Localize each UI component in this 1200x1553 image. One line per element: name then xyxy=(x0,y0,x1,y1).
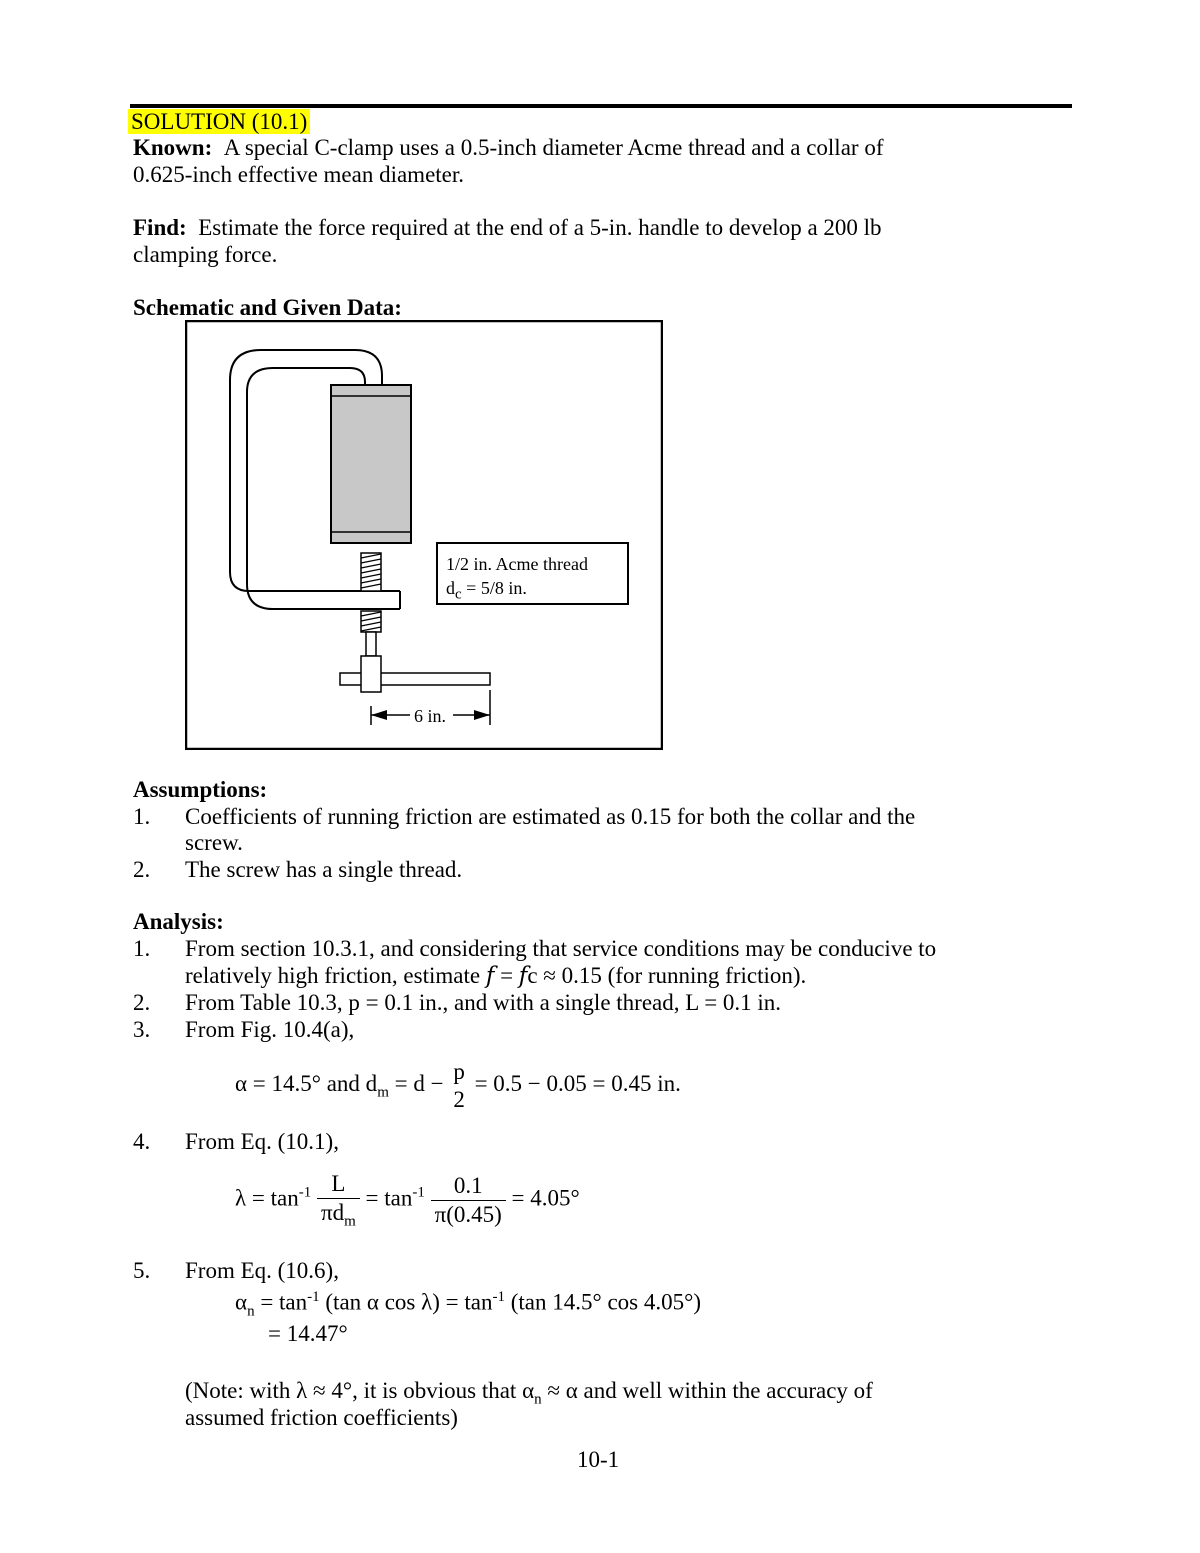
step-4-equation: $\lambda = \tan^{-1}$ $\frac{L}{\pi d_m}$ = $\tan^{-1}$ $\frac{0.1}{\pi(0.45)}$ = 4.05° xyxy=(235,1171,580,1230)
assumption-1-line-1: Coefficients of running friction are estimated as 0.15 for both the collar and the xyxy=(185,804,916,829)
numeric-fraction: $\frac{0.1}{\pi(0.45)}$ xyxy=(431,1172,506,1228)
p-over-2-fraction: p 2 xyxy=(453,1059,465,1112)
handle-hub xyxy=(361,656,381,692)
step-3-equation: α = 14.5° and $d_m = d$ − p 2 = 0.5 − 0.05 = 0.45 in. xyxy=(235,1059,681,1112)
step-4-text: From Eq. (10.1), xyxy=(185,1129,339,1154)
known-line-2: 0.625-inch effective mean diameter. xyxy=(133,162,465,187)
assumption-1-line-2: screw. xyxy=(185,830,243,855)
note-line-1: (Note: with λ ≈ 4°, it is obvious that $\alpha_n \approx \alpha$ and well within the accuracy of xyxy=(185,1378,873,1408)
find-line-1: Find: Estimate the force required at the end of a 5-in. handle to develop a 200 lb xyxy=(133,215,882,240)
step-4-num: 4. xyxy=(133,1129,151,1154)
solution-title: SOLUTION (10.1) xyxy=(128,108,310,136)
c-clamp-diagram xyxy=(185,320,663,750)
known-line-1: Known: A special C-clamp uses a 0.5-inch diameter Acme thread and a collar of xyxy=(133,135,884,160)
page-number: 10-1 xyxy=(577,1447,620,1472)
step-3-text: From Fig. 10.4(a), xyxy=(185,1017,355,1042)
thread-spec-label: 1/2 in. Acme thread $d_c = 5/8$ in. xyxy=(436,542,629,605)
assumption-1-num: 1. xyxy=(133,804,151,829)
clamp-body-block xyxy=(331,385,411,543)
schematic-heading: Schematic and Given Data: xyxy=(133,295,402,320)
step-2-num: 2. xyxy=(133,990,151,1015)
step-3-num: 3. xyxy=(133,1017,151,1042)
known-label: Known: xyxy=(133,135,213,160)
step-1-line-1: From section 10.3.1, and considering that service conditions may be conducive to xyxy=(185,936,937,961)
analysis-heading: Analysis: xyxy=(133,909,224,934)
find-line-2: clamping force. xyxy=(133,242,278,267)
find-label: Find: xyxy=(133,215,187,240)
step-5-text: From Eq. (10.6), xyxy=(185,1258,339,1283)
assumptions-heading: Assumptions: xyxy=(133,777,268,802)
step-1-num: 1. xyxy=(133,936,151,961)
assumption-2-line-1: The screw has a single thread. xyxy=(185,857,463,882)
step-1-line-2: relatively high friction, estimate 𝑓 = 𝑓c ≈ 0.15 (for running friction). xyxy=(185,963,807,988)
assumption-2-num: 2. xyxy=(133,857,151,882)
step-5-equation-2: = 14.47° xyxy=(268,1321,348,1346)
step-2-text: From Table 10.3, p = 0.1 in., and with a single thread, L = 0.1 in. xyxy=(185,990,782,1015)
handle-dimension-label: 6 in. xyxy=(414,706,447,726)
step-5-num: 5. xyxy=(133,1258,151,1283)
lead-fraction: $\frac{L}{\pi d_m}$ xyxy=(317,1170,360,1230)
screw-shank xyxy=(366,632,376,656)
note-line-2: assumed friction coefficients) xyxy=(185,1405,458,1430)
step-5-equation-1: $\alpha_n = \tan^{-1} (\tan$ α $\cos \lambda) = \tan^{-1} (\tan$ 14.5° cos 4.05°) xyxy=(235,1289,701,1320)
